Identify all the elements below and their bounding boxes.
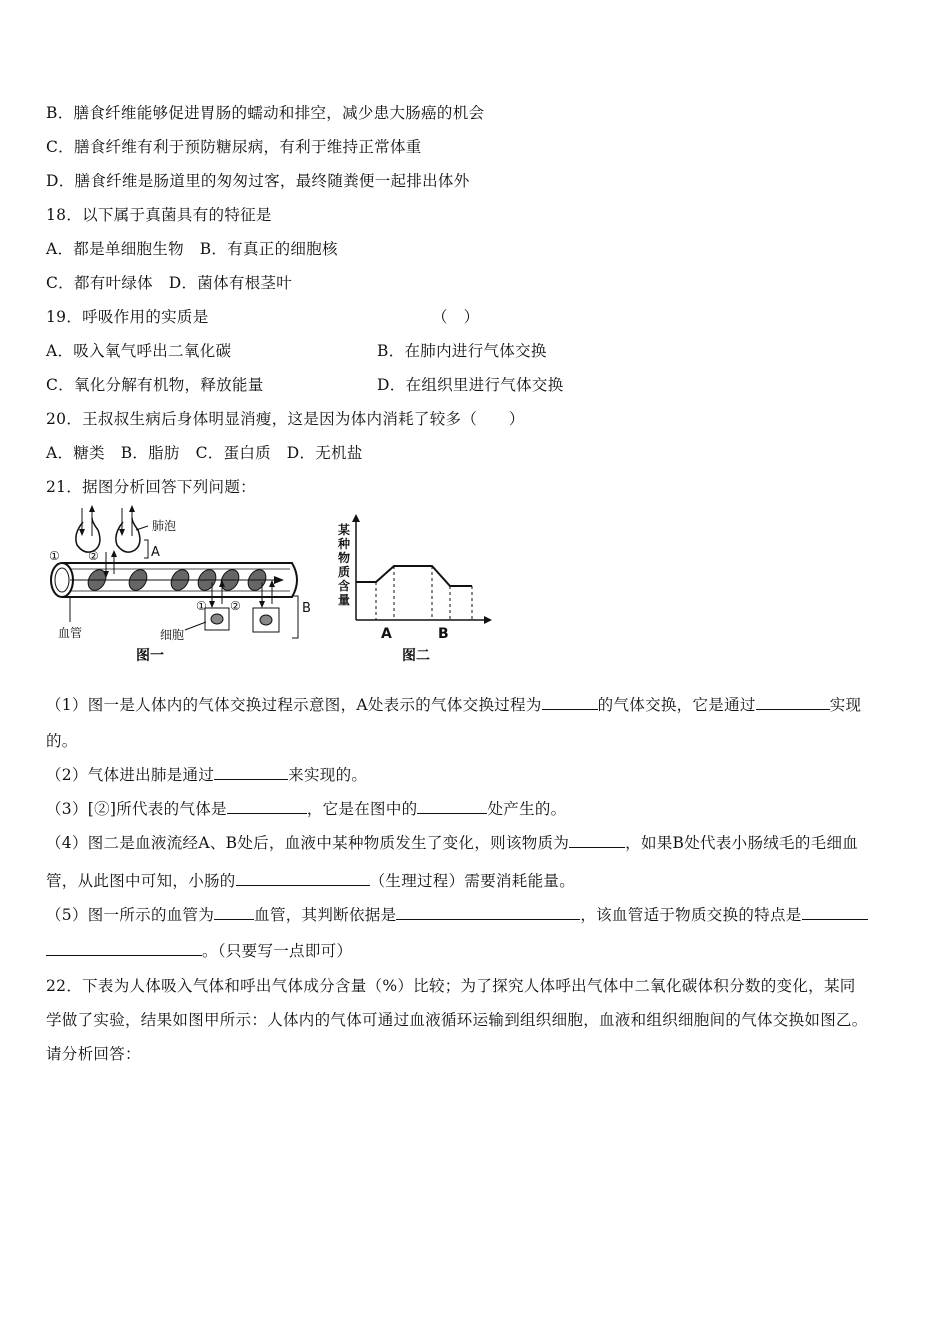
answer-blank[interactable]	[214, 765, 288, 780]
figure-2-caption: 图二	[402, 648, 430, 664]
answer-blank[interactable]	[569, 833, 625, 848]
q19-stem	[46, 305, 480, 327]
cell-nucleus	[260, 615, 272, 625]
bracket-a	[144, 540, 148, 558]
q21-p3-text-c: 处产生的。	[487, 800, 567, 818]
q19-option-d: D．在组织里进行气体交换	[377, 376, 564, 394]
fig1-mark-1-bottom: ①	[196, 599, 207, 613]
answer-blank[interactable]	[756, 695, 830, 710]
bracket-b	[292, 596, 298, 638]
q21-part4-line1	[46, 831, 858, 853]
fig2-ylabel-char: 物	[338, 551, 351, 565]
cell-exchange-down-arrow-icon	[209, 601, 215, 608]
q18-stem: 18．以下属于真菌具有的特征是	[46, 206, 272, 224]
answer-blank[interactable]	[214, 905, 254, 920]
q22-line1: 22．下表为人体吸入气体和呼出气体成分含量（%）比较；为了探究人体呼出气体中二氧化碳体积分数的变化，某同	[46, 977, 856, 995]
q22-line2: 学做了实验，结果如图甲所示：人体内的气体可通过血液循环运输到组织细胞，血液和组织细胞间的气体交换如图乙。	[46, 1011, 868, 1029]
q21-p3-text-a: （3）[②]所代表的气体是	[46, 800, 227, 818]
answer-blank[interactable]	[802, 905, 868, 920]
label-cell: 细胞	[160, 628, 185, 642]
q17-option-c: C．膳食纤维有利于预防糖尿病，有利于维持正常体重	[46, 138, 422, 156]
figure-1-caption: 图一	[136, 648, 164, 664]
alveolus-left	[76, 518, 100, 552]
fig1-mark-2-bottom: ②	[230, 599, 241, 613]
q21-p3-text-b: ，它是在图中的	[306, 800, 418, 818]
fig2-tick-b: B	[438, 626, 449, 642]
q21-p4-text-b: ，如果B处代表小肠绒毛的毛细血	[625, 834, 859, 852]
fig2-y-axis-arrow-icon	[352, 514, 360, 522]
q21-part1-line2: 的。	[46, 732, 78, 750]
fig2-ylabel-char: 质	[338, 565, 351, 579]
answer-blank[interactable]	[542, 695, 598, 710]
q21-p1-text-b: 的气体交换，它是通过	[597, 696, 756, 714]
q21-p5-text-a: （5）图一所示的血管为	[46, 906, 215, 924]
q21-p4-text-c: 管，从此图中可知，小肠的	[46, 872, 236, 890]
cell-nucleus	[211, 614, 223, 624]
q18-options-row2: C．都有叶绿体 D．菌体有根茎叶	[46, 274, 293, 292]
q21-stem: 21．据图分析回答下列问题：	[46, 478, 256, 496]
q17-option-d: D．膳食纤维是肠道里的匆匆过客，最终随粪便一起排出体外	[46, 172, 470, 190]
cell-exchange-down-arrow-icon	[259, 601, 265, 608]
q21-p1-text-c: 实现	[829, 696, 862, 714]
exchange-up-arrow-icon	[111, 550, 117, 557]
q21-part2	[46, 763, 367, 785]
answer-blank[interactable]	[236, 871, 370, 886]
air-out-arrow-icon	[129, 505, 135, 512]
q21-p1-text-a: （1）图一是人体内的气体交换过程示意图，A处表示的气体交换过程为	[46, 696, 542, 714]
answer-blank[interactable]	[227, 799, 307, 814]
q21-part4-line2	[46, 869, 575, 891]
q19-option-a: A．吸入氧气呼出二氧化碳	[46, 342, 232, 360]
alveolus-leader-line	[136, 526, 148, 530]
cell-leader-line	[185, 622, 206, 630]
q19-options-row1	[46, 339, 906, 361]
fig2-x-axis-arrow-icon	[484, 616, 492, 624]
figure-1-gas-exchange	[49, 505, 311, 664]
q21-p4-text-d: （生理过程）需要消耗能量。	[369, 872, 576, 890]
q21-p2-text-b: 来实现的。	[288, 766, 368, 784]
q19-stem-text: 19．呼吸作用的实质是	[46, 308, 209, 326]
label-vessel: 血管	[58, 626, 83, 640]
q21-part5-line2	[46, 939, 352, 961]
q22-line3: 请分析回答：	[46, 1045, 141, 1063]
answer-blank[interactable]	[417, 799, 487, 814]
fig2-tick-a: A	[381, 626, 392, 642]
fig2-ylabel-char: 某	[338, 523, 351, 537]
q21-p5-text-c: ，该血管适于物质交换的特点是	[580, 906, 802, 924]
alveolus-right	[116, 518, 140, 552]
q20-options: A．糖类 B．脂肪 C．蛋白质 D．无机盐	[46, 444, 363, 462]
q19-option-c: C．氧化分解有机物，释放能量	[46, 376, 264, 394]
fig2-ylabel-char: 种	[338, 537, 351, 551]
answer-blank[interactable]	[46, 941, 202, 956]
q21-part1-line1	[46, 693, 861, 715]
q19-option-b: B．在肺内进行气体交换	[377, 342, 547, 360]
q18-options-row1: A．都是单细胞生物 B．有真正的细胞核	[46, 240, 338, 258]
q21-p5-text-d: 。（只要写一点即可）	[202, 942, 353, 960]
fig1-mark-2-top: ②	[88, 549, 99, 563]
answer-blank[interactable]	[396, 905, 580, 920]
blood-vessel-lumen	[55, 568, 69, 592]
q21-p2-text-a: （2）气体进出肺是通过	[46, 766, 215, 784]
figure-2-line-chart	[337, 514, 492, 664]
air-out-arrow-icon	[89, 505, 95, 512]
q21-part3	[46, 797, 566, 819]
q19-options-row2	[46, 373, 906, 395]
fig2-ylabel-char: 量	[338, 593, 351, 607]
blood-flow-arrow-icon	[274, 576, 284, 584]
q21-p5-text-b: 血管，其判断依据是	[254, 906, 397, 924]
label-alveolus: 肺泡	[152, 519, 177, 533]
q21-part5-line1	[46, 903, 868, 925]
q17-option-b: B．膳食纤维能够促进胃肠的蠕动和排空，减少患大肠癌的机会	[46, 104, 485, 122]
fig1-mark-1-top: ①	[49, 549, 60, 563]
q21-p4-text-a: （4）图二是血液流经A、B处后，血液中某种物质发生了变化，则该物质为	[46, 834, 570, 852]
q19-answer-paren: （ ）	[432, 308, 480, 326]
q21-figures	[40, 500, 510, 670]
fig2-curve	[356, 566, 472, 586]
fig2-ylabel-char: 含	[338, 579, 351, 593]
fig1-label-a: A	[151, 545, 160, 560]
q20-stem: 20．王叔叔生病后身体明显消瘦，这是因为体内消耗了较多（ ）	[46, 410, 525, 428]
fig1-label-b: B	[302, 601, 311, 616]
